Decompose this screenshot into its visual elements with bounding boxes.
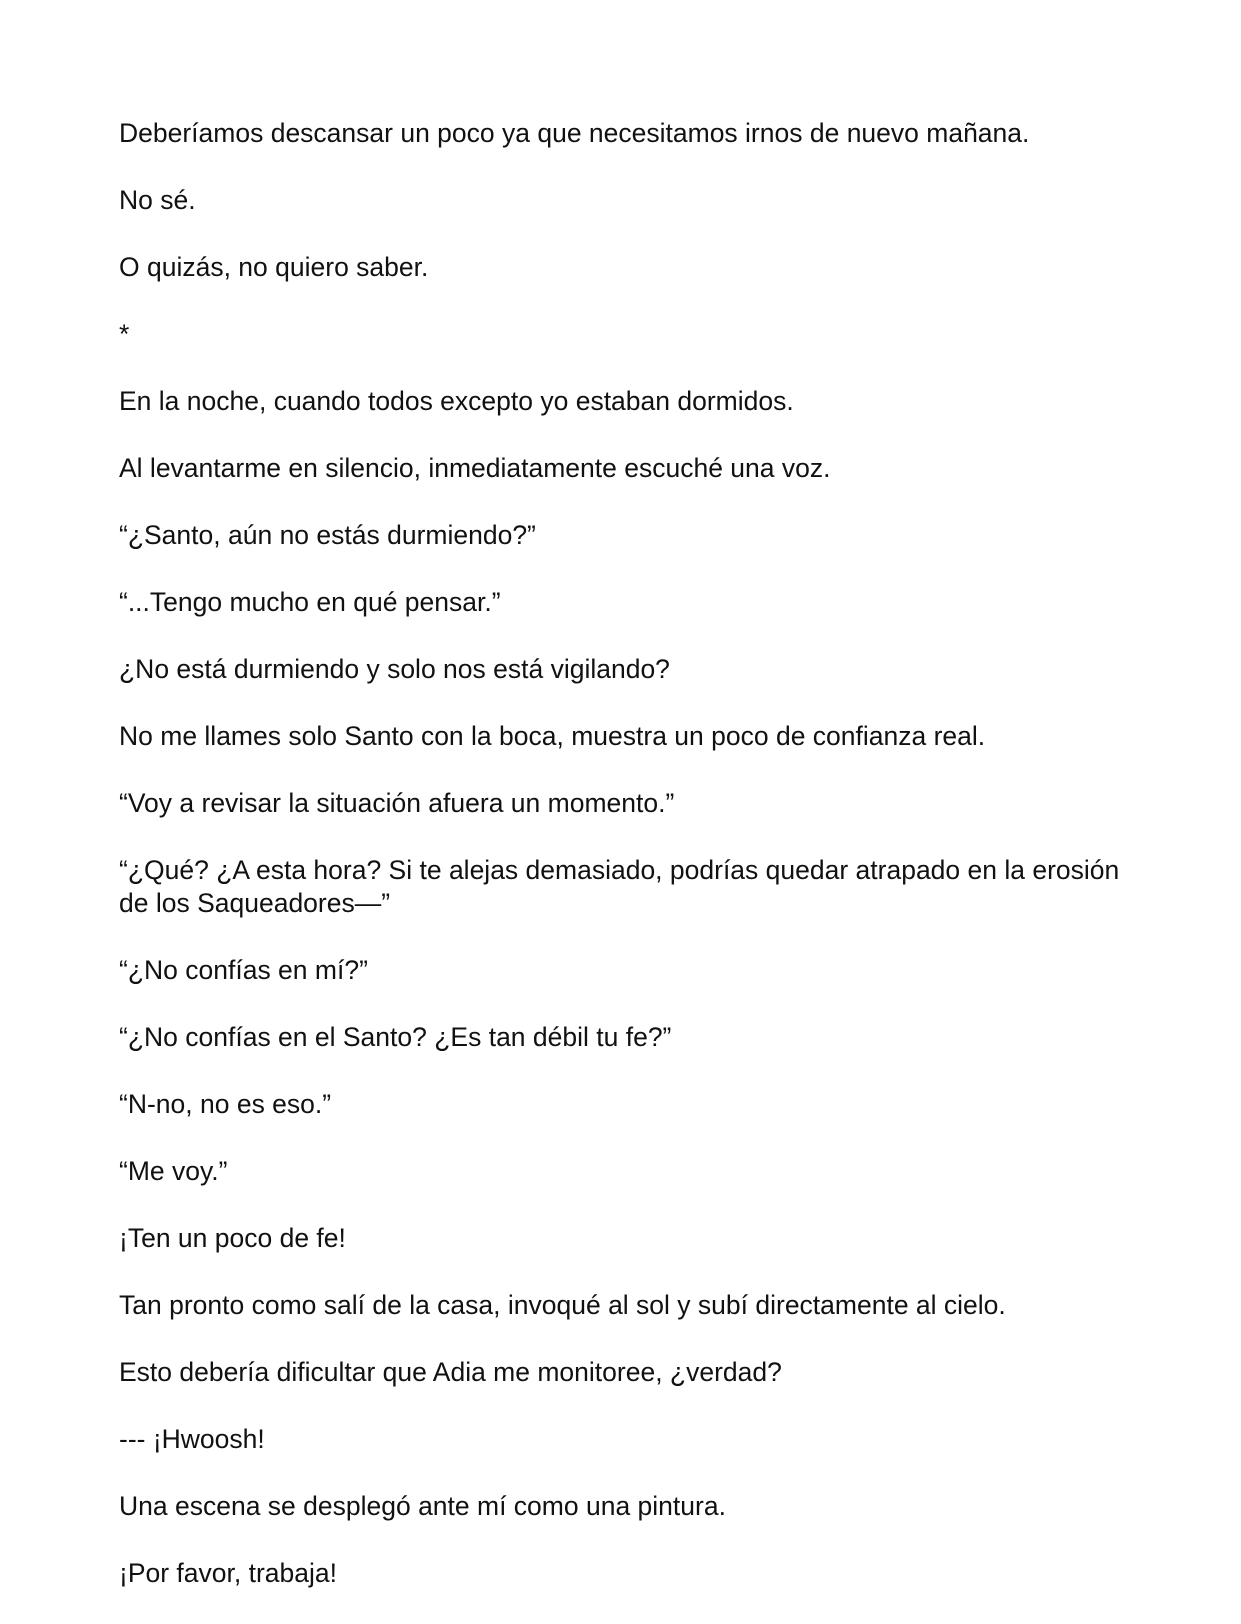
paragraph: ¿No está durmiendo y solo nos está vigilando?: [119, 654, 670, 684]
paragraph: Al levantarme en silencio, inmediatamente escuché una voz.: [119, 453, 831, 483]
paragraph: Esto debería dificultar que Adia me monitoree, ¿verdad?: [119, 1357, 782, 1387]
scene-break: *: [119, 319, 130, 349]
dialogue-line: “Me voy.”: [119, 1156, 228, 1186]
paragraph: --- ¡Hwoosh!: [119, 1424, 265, 1454]
paragraph: ¡Ten un poco de fe!: [119, 1223, 346, 1253]
paragraph: ¡Por favor, trabaja!: [119, 1558, 337, 1588]
dialogue-line: “¿Qué? ¿A esta hora? Si te alejas demasiado, podrías quedar atrapado en la erosión de los Saqueadores—”: [119, 855, 1120, 918]
paragraph: O quizás, no quiero saber.: [119, 252, 429, 282]
dialogue-line: “Voy a revisar la situación afuera un momento.”: [119, 788, 675, 818]
dialogue-line: “N-no, no es eso.”: [119, 1089, 332, 1119]
dialogue-line: “¿Santo, aún no estás durmiendo?”: [119, 520, 536, 550]
paragraph: Deberíamos descansar un poco ya que necesitamos irnos de nuevo mañana.: [119, 118, 1030, 148]
paragraph: No sé.: [119, 185, 196, 215]
dialogue-line: “...Tengo mucho en qué pensar.”: [119, 587, 501, 617]
dialogue-line: “¿No confías en el Santo? ¿Es tan débil tu fe?”: [119, 1022, 672, 1052]
paragraph: Tan pronto como salí de la casa, invoqué al sol y subí directamente al cielo.: [119, 1290, 1006, 1320]
paragraph: No me llames solo Santo con la boca, muestra un poco de confianza real.: [119, 721, 986, 751]
paragraph: Una escena se desplegó ante mí como una pintura.: [119, 1491, 726, 1521]
dialogue-line: “¿No confías en mí?”: [119, 955, 368, 985]
text-body: [119, 117, 1129, 1624]
paragraph: En la noche, cuando todos excepto yo estaban dormidos.: [119, 386, 794, 416]
